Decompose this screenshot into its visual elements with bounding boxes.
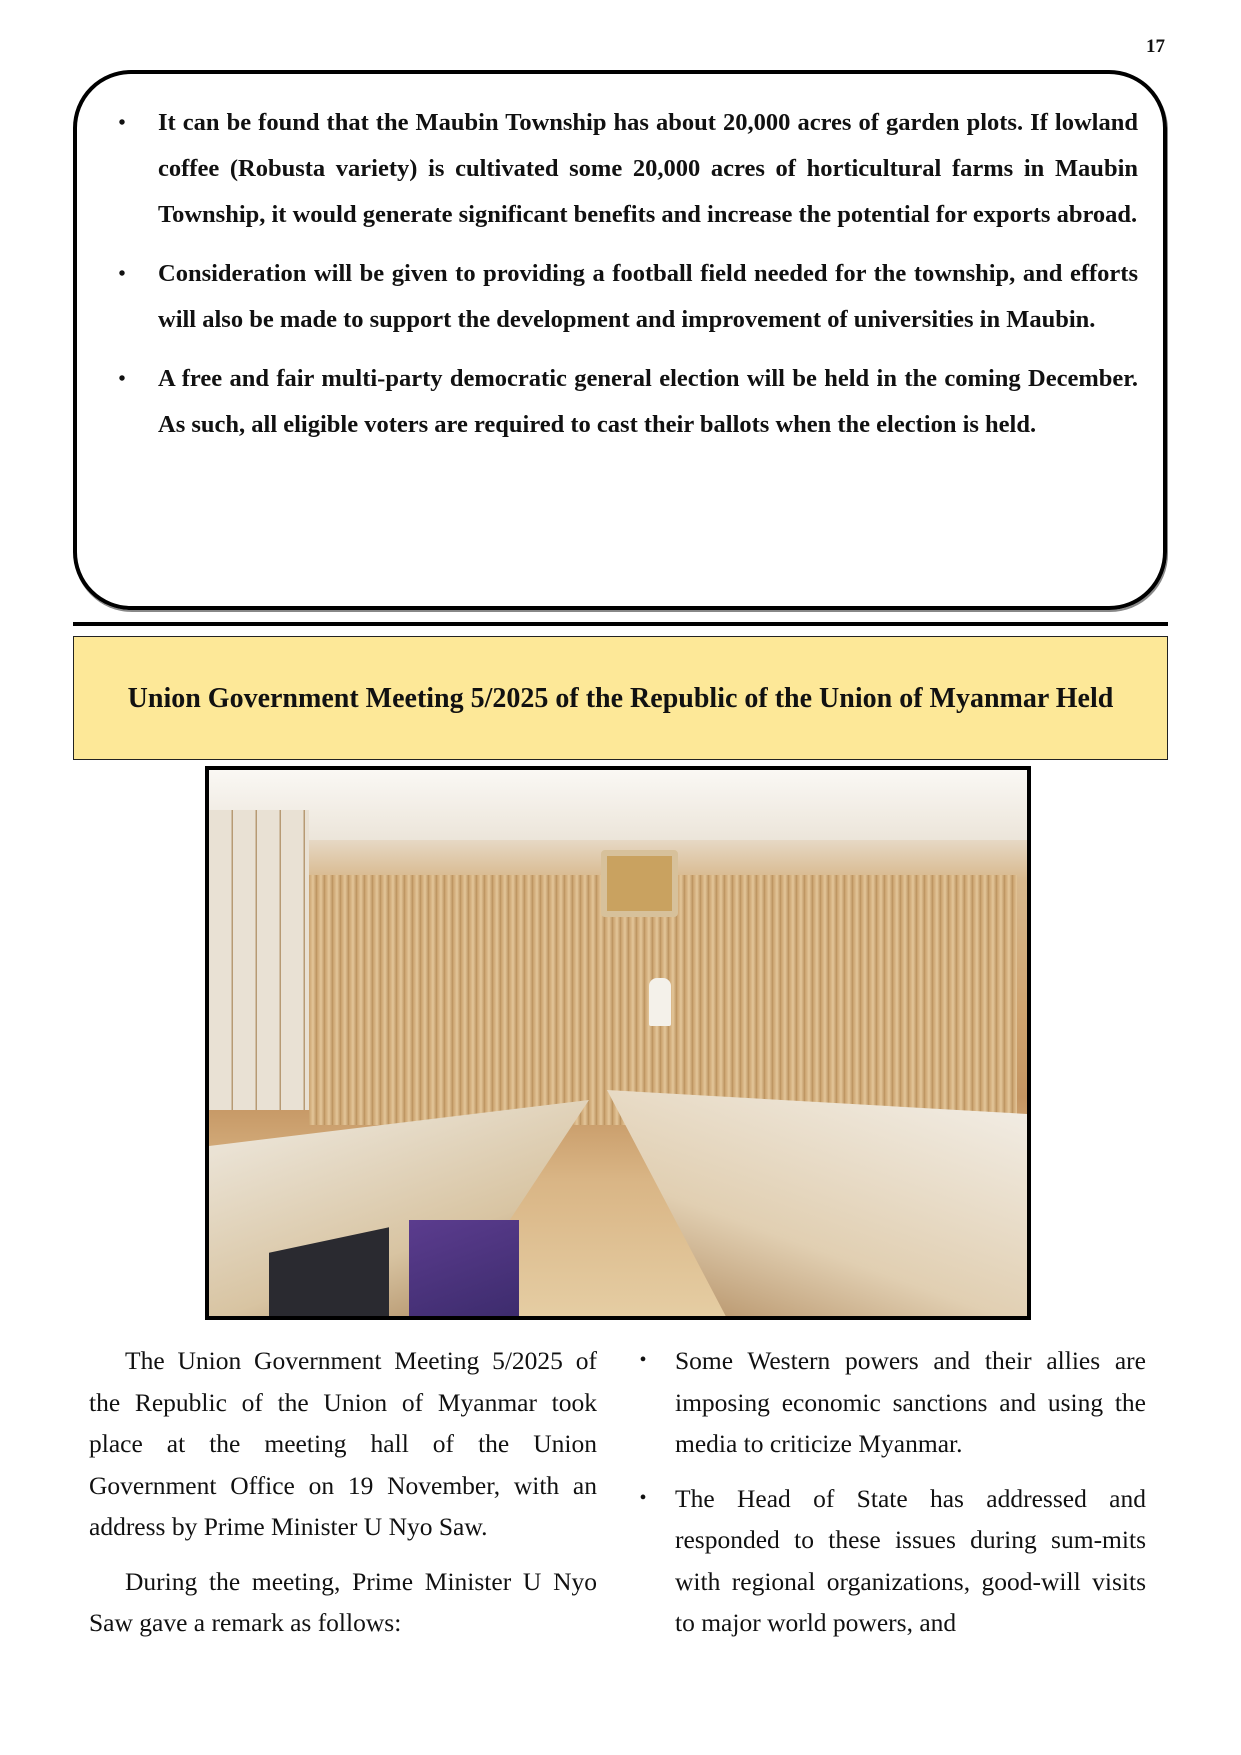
page-number: 17: [1146, 36, 1165, 57]
remark-text: The Head of State has addressed and responded to these issues during sum-mits with regional organizations, good-will visits to major world powers, and: [675, 1483, 1146, 1637]
callout-bullet-item: [102, 251, 1138, 343]
callout-bullet-item: [102, 100, 1138, 238]
state-emblem-icon: [601, 850, 678, 917]
remark-text: Some Western powers and their allies are imposing economic sanctions and using the media to criticize Myanmar.: [675, 1346, 1146, 1458]
section-divider: [73, 622, 1168, 626]
article-title: Union Government Meeting 5/2025 of the Republic of the Union of Myanmar Held: [127, 682, 1114, 714]
article-body-right-column: [636, 1340, 1146, 1657]
bullet-icon: •: [118, 368, 126, 390]
meeting-photo: [205, 766, 1031, 1320]
bullet-icon: •: [118, 263, 126, 285]
callout-bullet-text: Consideration will be given to providing a football field needed for the township, and efforts will also be made to support the development and improvement of universities in Maubin.: [158, 260, 1138, 333]
callout-box: [73, 70, 1167, 610]
article-paragraph: During the meeting, Prime Minister U Nyo Saw gave a remark as follows:: [89, 1566, 597, 1637]
remark-item: [636, 1478, 1146, 1644]
article-body-left-column: [89, 1340, 597, 1657]
article-title-banner: [73, 636, 1168, 760]
photo-monitor: [409, 1220, 519, 1320]
photo-table-left: [209, 1100, 589, 1320]
photo-table-right: [607, 1090, 1027, 1320]
photo-ceiling: [209, 770, 1027, 840]
callout-bullet-text: It can be found that the Maubin Township has about 20,000 acres of garden plots. If lowland coffee (Robusta variety) is cultivated some 20,000 acres of horticultural farms in Maubin Township, it would generate significant benefits and increase the potential for exports abroad.: [158, 109, 1138, 228]
callout-bullet-text: A free and fair multi-party democratic general election will be held in the coming December. As such, all eligible voters are required to cast their ballots when the election is held.: [158, 365, 1138, 438]
bullet-icon: •: [639, 1486, 647, 1509]
bullet-icon: •: [118, 112, 126, 134]
photo-wall-panels: [209, 810, 309, 1110]
article-paragraph: The Union Government Meeting 5/2025 of the Republic of the Union of Myanmar took place at the meeting hall of the Union Government Office on 19 November, with an address by Prime Minister U Nyo Saw.: [89, 1346, 597, 1541]
remarks-list: [636, 1340, 1146, 1644]
callout-bullet-list: [102, 100, 1138, 461]
photo-speaker-figure: [649, 978, 671, 1026]
callout-bullet-item: [102, 356, 1138, 448]
bullet-icon: •: [639, 1349, 647, 1371]
remark-item: [636, 1340, 1146, 1465]
